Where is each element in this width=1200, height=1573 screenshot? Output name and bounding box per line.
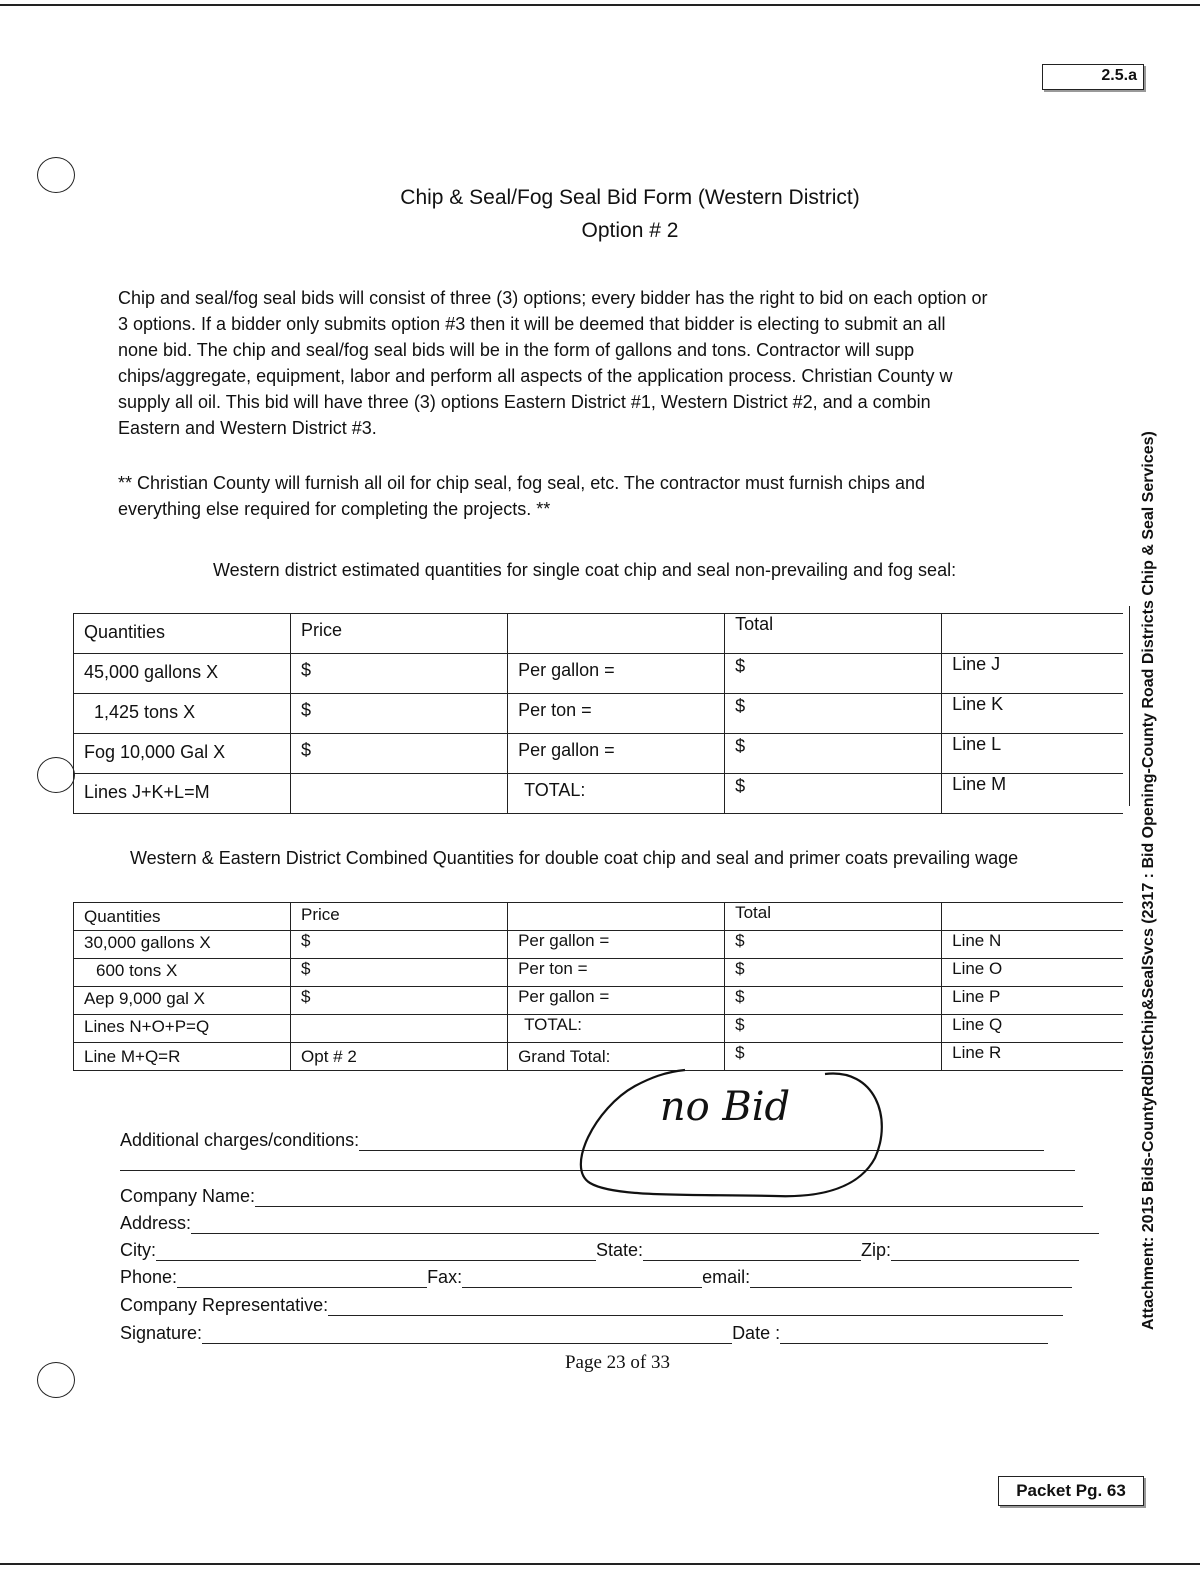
header-cell: Quantities [74,614,291,654]
header-cell [942,614,1123,654]
price-cell [291,1015,508,1043]
unit-cell: Per gallon = [508,654,725,694]
header-cell: Quantities [74,903,291,931]
quantity-cell: Lines N+O+P=Q [74,1015,291,1043]
signature-row [120,1323,1048,1344]
unit-cell: Per ton = [508,694,725,734]
no-bid-ellipse [575,1058,895,1208]
total-cell: $ [725,931,942,959]
date-field[interactable] [780,1325,1048,1344]
unit-cell: Per ton = [508,959,725,987]
fax-field[interactable] [462,1269,702,1288]
combined-quantities-table [73,902,1123,1071]
date-label: Date : [732,1323,781,1343]
page-top-border [0,4,1200,6]
phone-fax-email-row [120,1267,1072,1288]
attachment-side-label: Attachment: 2015 Bids-CountyRdDistChip&SealSvcs (2317 : Bid Opening-County Road Districts Chip & Seal Services) [1140,431,1157,1330]
table-row [74,931,1124,959]
quantity-cell: 600 tons X [74,959,291,987]
note-line: everything else required for completing the projects. ** [118,499,551,519]
handwritten-no-bid [575,1058,895,1213]
representative-label: Company Representative: [120,1295,329,1315]
price-cell: $ [291,987,508,1015]
agenda-item-badge: 2.5.a [1042,64,1144,90]
intro-paragraph [118,285,1118,441]
address-field[interactable] [191,1215,1099,1234]
quantity-cell: 1,425 tons X [74,694,291,734]
header-cell: Total [725,903,942,931]
representative-row [120,1295,1063,1316]
fax-label: Fax: [427,1267,463,1287]
quantity-cell: Line M+Q=R [74,1043,291,1071]
binder-hole-middle [37,757,75,793]
line-label-cell: Line P [942,987,1123,1015]
table-row [74,734,1124,774]
intro-line: supply all oil. This bid will have three (3) options Eastern District #1, Western District #2, and a combin [118,392,931,412]
note-line: ** Christian County will furnish all oil for chip seal, fog seal, etc. The contractor must furnish chips and [118,473,926,493]
phone-field[interactable] [177,1269,427,1288]
signature-field[interactable] [202,1325,732,1344]
no-bid-text: no Bid [659,1084,791,1130]
price-cell: $ [291,734,508,774]
phone-label: Phone: [120,1267,178,1287]
line-label-cell: Line K [942,694,1123,734]
page-number: Page 23 of 33 [564,1352,670,1373]
line-label-cell: Line Q [942,1015,1123,1043]
state-field[interactable] [643,1242,861,1261]
quantity-cell: 30,000 gallons X [74,931,291,959]
quantity-cell: Fog 10,000 Gal X [74,734,291,774]
packet-page-badge: Packet Pg. 63 [998,1476,1144,1506]
email-field[interactable] [750,1269,1072,1288]
intro-line: Eastern and Western District #3. [118,418,377,438]
table2-heading: Western & Eastern District Combined Quantities for double coat chip and seal and primer coats prevailing wage [130,848,1019,868]
additional-charges-label: Additional charges/conditions: [120,1130,360,1150]
email-label: email: [702,1267,751,1287]
table-row [74,959,1124,987]
total-cell: $ [725,959,942,987]
line-label-cell: Line R [942,1043,1123,1071]
intro-line: none bid. The chip and seal/fog seal bids will be in the form of gallons and tons. Contractor will supp [118,340,915,360]
total-cell: $ [725,694,942,734]
representative-field[interactable] [328,1297,1063,1316]
quantity-cell: Lines J+K+L=M [74,774,291,814]
address-row [120,1213,1099,1234]
total-cell: $ [725,1043,942,1071]
unit-cell: Per gallon = [508,987,725,1015]
unit-cell: TOTAL: [508,774,725,814]
oil-note [118,470,1118,522]
side-bracket-line [1129,606,1130,806]
price-cell: Opt # 2 [291,1043,508,1071]
table-header-row [74,614,1124,654]
form-subtitle: Option # 2 [581,219,679,242]
intro-line: Chip and seal/fog seal bids will consist of three (3) options; every bidder has the right to bid on each option or [118,288,988,308]
total-cell: $ [725,1015,942,1043]
unit-cell: Per gallon = [508,734,725,774]
city-label: City: [120,1240,156,1260]
quantity-cell: 45,000 gallons X [74,654,291,694]
city-state-zip-row [120,1240,1079,1261]
price-cell [291,774,508,814]
total-cell: $ [725,774,942,814]
table-row [74,774,1124,814]
company-name-label: Company Name: [120,1186,256,1206]
unit-cell: Grand Total: [508,1043,725,1071]
total-cell: $ [725,987,942,1015]
price-cell: $ [291,654,508,694]
header-cell: Total [725,614,942,654]
header-cell: Price [291,614,508,654]
intro-line: 3 options. If a bidder only submits option #3 then it will be deemed that bidder is electing to submit an all [118,314,946,334]
header-cell [508,614,725,654]
line-label-cell: Line M [942,774,1123,814]
price-cell: $ [291,959,508,987]
table-row [74,694,1124,734]
header-cell: Price [291,903,508,931]
line-label-cell: Line O [942,959,1123,987]
price-cell: $ [291,931,508,959]
table-row [74,654,1124,694]
unit-cell: Per gallon = [508,931,725,959]
address-label: Address: [120,1213,192,1233]
zip-field[interactable] [891,1242,1079,1261]
signature-label: Signature: [120,1323,203,1343]
city-field[interactable] [156,1242,596,1261]
price-cell: $ [291,694,508,734]
total-cell: $ [725,654,942,694]
table-row [74,1015,1124,1043]
header-cell [508,903,725,931]
quantity-cell: Aep 9,000 gal X [74,987,291,1015]
western-quantities-table [73,613,1123,814]
zip-label: Zip: [861,1240,892,1260]
table1-heading: Western district estimated quantities for single coat chip and seal non-prevailing and fog seal: [213,560,957,580]
page-bottom-border [0,1563,1200,1565]
form-title: Chip & Seal/Fog Seal Bid Form (Western District) [400,186,860,209]
state-label: State: [596,1240,644,1260]
line-label-cell: Line N [942,931,1123,959]
line-label-cell: Line L [942,734,1123,774]
table-header-row [74,903,1124,931]
header-cell [942,903,1123,931]
intro-line: chips/aggregate, equipment, labor and perform all aspects of the application process. Christian County w [118,366,953,386]
unit-cell: TOTAL: [508,1015,725,1043]
line-label-cell: Line J [942,654,1123,694]
total-cell: $ [725,734,942,774]
table-row [74,987,1124,1015]
